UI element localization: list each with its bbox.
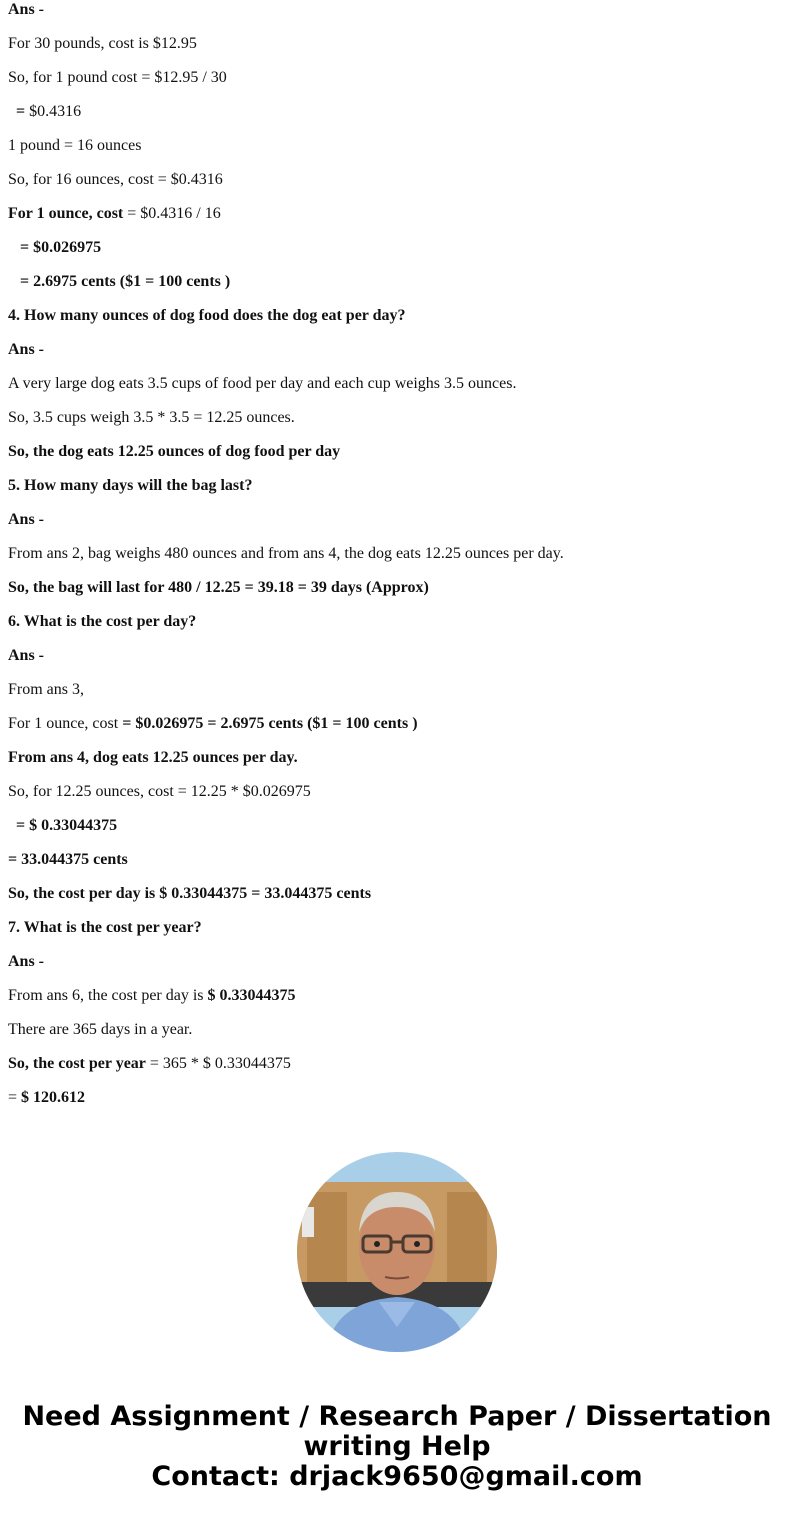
bold-text: 4. How many ounces of dog food does the dog eat per day?	[8, 307, 406, 324]
plain-text: = 365 * $ 0.33044375	[145, 1055, 291, 1072]
promo-footer	[0, 1402, 794, 1492]
text-line	[8, 884, 788, 918]
bold-text: So, the dog eats 12.25 ounces of dog food per day	[8, 443, 341, 460]
plain-text: For 30 pounds, cost is $12.95	[8, 35, 197, 52]
text-line	[8, 34, 788, 68]
bold-text: = 33.044375 cents	[8, 851, 128, 868]
plain-text: So, for 12.25 ounces, cost = 12.25 * $0.026975	[8, 783, 311, 800]
bold-text: Ans -	[8, 1, 45, 18]
bold-text: Ans -	[8, 511, 45, 528]
bold-text: $ 120.612	[21, 1089, 86, 1106]
text-line	[8, 1020, 788, 1054]
text-line	[8, 952, 788, 986]
plain-text: So, for 16 ounces, cost = $0.4316	[8, 171, 223, 188]
plain-text: $0.4316	[29, 103, 82, 120]
text-line	[8, 510, 788, 544]
plain-text: = $0.4316 / 16	[123, 205, 221, 222]
text-line	[8, 68, 788, 102]
text-line	[8, 612, 788, 646]
footer-line-1: Need Assignment / Research Paper / Dissertation	[22, 1401, 772, 1432]
bold-text: So, the bag will last for 480 / 12.25 = 39.18 = 39 days (Approx)	[8, 579, 429, 596]
bold-text: Ans -	[8, 647, 45, 664]
text-line	[8, 102, 788, 136]
text-line	[8, 204, 788, 238]
text-line	[8, 816, 788, 850]
plain-text: So, 3.5 cups weigh 3.5 * 3.5 = 12.25 ounces.	[8, 409, 295, 426]
text-line	[8, 1088, 788, 1122]
plain-text: =	[8, 1089, 22, 1106]
text-line	[8, 918, 788, 952]
text-line	[8, 748, 788, 782]
plain-text: 1 pound = 16 ounces	[8, 137, 142, 154]
text-line	[8, 646, 788, 680]
bold-text: So, the cost per year	[8, 1055, 146, 1072]
text-line	[8, 986, 788, 1020]
text-line	[8, 714, 788, 748]
bold-text: = $0.026975 = 2.6975 cents ($1 = 100 cents )	[122, 715, 418, 732]
bold-text: 6. What is the cost per day?	[8, 613, 197, 630]
bold-text: $ 0.33044375	[207, 987, 296, 1004]
text-line	[8, 680, 788, 714]
bold-text: =	[8, 103, 30, 120]
bold-text: 5. How many days will the bag last?	[8, 477, 253, 494]
portrait-image	[297, 1152, 497, 1352]
text-line	[8, 340, 788, 374]
text-line	[8, 408, 788, 442]
footer-line-2: writing Help	[303, 1431, 491, 1462]
answer-content	[8, 0, 788, 1122]
plain-text: From ans 2, bag weighs 480 ounces and from ans 4, the dog eats 12.25 ounces per day.	[8, 545, 564, 562]
bold-text: = $0.026975	[8, 239, 102, 256]
bold-text: For 1 ounce, cost	[8, 205, 124, 222]
text-line	[8, 578, 788, 612]
text-line	[8, 850, 788, 884]
plain-text: So, for 1 pound cost = $12.95 / 30	[8, 69, 227, 86]
bold-text: Ans -	[8, 953, 45, 970]
text-line	[8, 782, 788, 816]
text-line	[8, 442, 788, 476]
plain-text: For 1 ounce, cost	[8, 715, 123, 732]
footer-contact[interactable]: Contact: drjack9650@gmail.com	[151, 1461, 643, 1492]
text-line	[8, 476, 788, 510]
bold-text: 7. What is the cost per year?	[8, 919, 202, 936]
plain-text: From ans 6, the cost per day is	[8, 987, 208, 1004]
text-line	[8, 1054, 788, 1088]
plain-text: A very large dog eats 3.5 cups of food per day and each cup weighs 3.5 ounces.	[8, 375, 517, 392]
bold-text: Ans -	[8, 341, 45, 358]
text-line	[8, 306, 788, 340]
text-line	[8, 374, 788, 408]
text-line	[8, 0, 788, 34]
plain-text: There are 365 days in a year.	[8, 1021, 193, 1038]
bold-text: So, the cost per day is $ 0.33044375 = 33.044375 cents	[8, 885, 372, 902]
bold-text: = $ 0.33044375	[8, 817, 118, 834]
text-line	[8, 272, 788, 306]
text-line	[8, 544, 788, 578]
author-photo	[297, 1152, 497, 1352]
text-line	[8, 238, 788, 272]
plain-text: From ans 3,	[8, 681, 84, 698]
text-line	[8, 136, 788, 170]
bold-text: = 2.6975 cents ($1 = 100 cents )	[8, 273, 231, 290]
bold-text: From ans 4, dog eats 12.25 ounces per day.	[8, 749, 298, 766]
text-line	[8, 170, 788, 204]
